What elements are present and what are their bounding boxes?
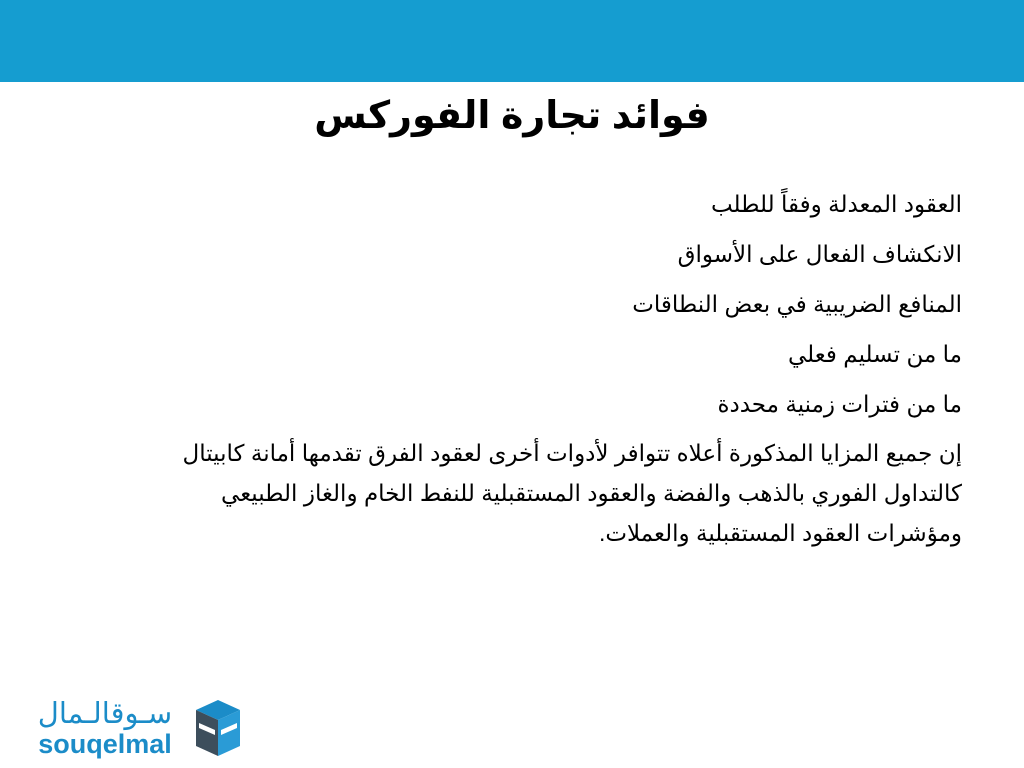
logo-latin-text: souqelmal xyxy=(38,729,172,759)
summary-paragraph: إن جميع المزايا المذكورة أعلاه تتوافر لأدوات أخرى لعقود الفرق تقدمها أمانة كابيتال كالتداول الفوري بالذهب والفضة والعقود المستقبلية للنفط الخام والغاز الطبيعي ومؤشرات العقود المستقبلية والعملات. xyxy=(182,440,962,546)
souqelmal-logo xyxy=(22,692,244,760)
header-band xyxy=(0,0,1024,82)
benefit-item: العقود المعدلة وفقاً للطلب xyxy=(710,191,962,217)
benefit-item: المنافع الضريبية في بعض النطاقات xyxy=(632,291,962,317)
slide-title: فوائد تجارة الفوركس xyxy=(314,95,710,137)
logo-cube-icon xyxy=(196,700,240,756)
benefit-item: ما من فترات زمنية محددة xyxy=(717,391,962,417)
benefit-item: الانكشاف الفعال على الأسواق xyxy=(677,241,962,267)
benefit-item: ما من تسليم فعلي xyxy=(788,341,962,367)
logo-arabic-text: سـوقالـمال xyxy=(37,696,173,730)
slide-content xyxy=(122,183,962,553)
